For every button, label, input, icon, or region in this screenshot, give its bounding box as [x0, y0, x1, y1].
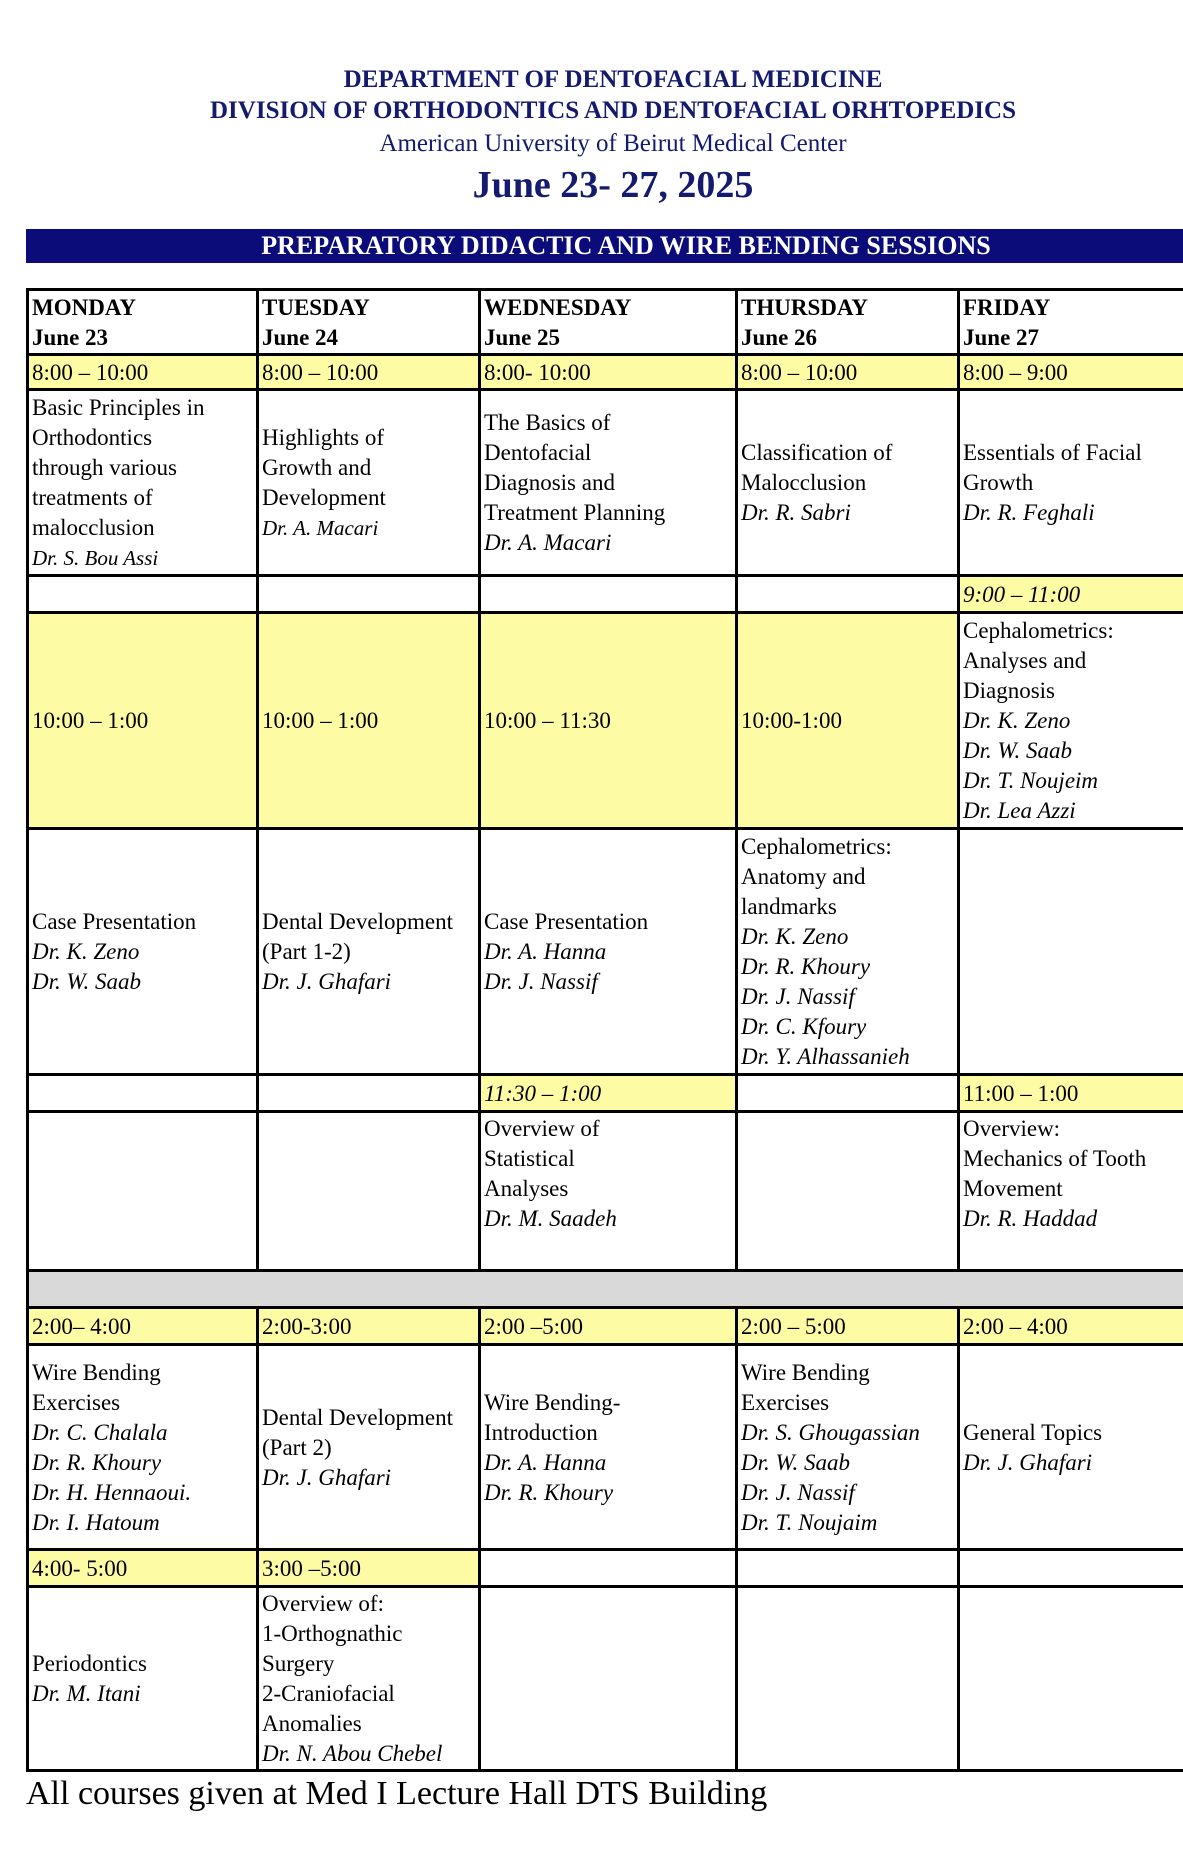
speaker: Dr. C. Kfoury — [741, 1014, 867, 1039]
day-header-tuesday: TUESDAY June 24 — [258, 290, 480, 355]
empty-cell — [480, 1587, 737, 1771]
empty-cell — [737, 1075, 959, 1112]
speaker: Dr. R. Haddad — [963, 1206, 1098, 1231]
empty-cell — [480, 576, 737, 613]
session-cell: Case Presentation Dr. K. Zeno Dr. W. Saab — [28, 829, 258, 1075]
time-slot: 8:00 – 10:00 — [258, 355, 480, 390]
speaker: Dr. J. Nassif — [741, 1479, 855, 1505]
empty-cell — [258, 1075, 480, 1112]
session-cell: Case Presentation Dr. A. Hanna Dr. J. Nassif — [480, 829, 737, 1075]
session-cell: Periodontics Dr. M. Itani — [28, 1587, 258, 1771]
day-header-wednesday: WEDNESDAY June 25 — [480, 290, 737, 355]
speaker: Dr. J. Nassif — [484, 969, 598, 994]
time-slot: 11:00 – 1:00 — [959, 1075, 1183, 1112]
empty-cell — [737, 1550, 959, 1587]
speaker: Dr. J. Ghafari — [262, 1464, 392, 1490]
time-slot: 10:00 – 1:00 — [28, 613, 258, 829]
department-title: DEPARTMENT OF DENTOFACIAL MEDICINE — [343, 66, 883, 93]
speaker: Dr. Y. Alhassanieh — [741, 1044, 910, 1069]
session-cell: Essentials of Facial Growth Dr. R. Feghali — [959, 390, 1183, 576]
speaker: Dr. A. Macari — [484, 530, 612, 555]
empty-cell — [28, 1112, 258, 1271]
empty-cell — [737, 1112, 959, 1271]
speaker: Dr. K. Zeno — [741, 924, 849, 949]
empty-cell — [258, 1112, 480, 1271]
day-header-thursday: THURSDAY June 26 — [737, 290, 959, 355]
time-slot: 8:00 – 9:00 — [959, 355, 1183, 390]
time-slot: 2:00 –5:00 — [480, 1308, 737, 1345]
day-header-friday: FRIDAY June 27 — [959, 290, 1183, 355]
footer-note: All courses given at Med I Lecture Hall DTS Building — [26, 1775, 768, 1812]
time-slot: 10:00-1:00 — [737, 613, 959, 829]
speaker: Dr. T. Noujeim — [963, 768, 1099, 793]
time-slot: 11:30 – 1:00 — [480, 1075, 737, 1112]
session-cell: Basic Principles in Orthodontics through various treatments of malocclusion Dr. S. Bou Assi — [28, 390, 258, 576]
time-slot: 2:00-3:00 — [258, 1308, 480, 1345]
day-header-monday: MONDAY June 23 — [28, 290, 258, 355]
speaker: Dr. T. Noujaim — [741, 1509, 878, 1535]
speaker: Dr. R. Khoury — [32, 1449, 162, 1475]
speaker: Dr. A. Macari — [262, 516, 379, 540]
session-cell: Wire Bending Exercises Dr. S. Ghougassian Dr. W. Saab Dr. J. Nassif Dr. T. Noujaim — [737, 1345, 959, 1550]
time-slot: 2:00– 4:00 — [28, 1308, 258, 1345]
time-slot: 10:00 – 11:30 — [480, 613, 737, 829]
speaker: Dr. R. Sabri — [741, 500, 851, 525]
speaker: Dr. R. Feghali — [963, 500, 1095, 525]
speaker: Dr. M. Saadeh — [484, 1206, 617, 1231]
empty-cell — [737, 576, 959, 613]
session-cell: Overview of Statistical Analyses Dr. M. Saadeh — [480, 1112, 737, 1271]
empty-cell — [959, 829, 1183, 1075]
session-cell: Wire Bending Exercises Dr. C. Chalala Dr. R. Khoury Dr. H. Hennaoui. Dr. I. Hatoum — [28, 1345, 258, 1550]
division-title: DIVISION OF ORTHODONTICS AND DENTOFACIAL ORHTOPEDICS — [210, 97, 1016, 124]
institution-name: American University of Beirut Medical Center — [379, 130, 847, 157]
empty-cell — [28, 1075, 258, 1112]
lunch-break-row — [28, 1271, 1183, 1308]
empty-cell — [959, 1587, 1183, 1771]
speaker: Dr. M. Itani — [32, 1681, 141, 1706]
speaker: Dr. A. Hanna — [484, 939, 607, 964]
banner-text: PREPARATORY DIDACTIC AND WIRE BENDING SESSIONS — [261, 231, 991, 260]
session-cell: Dental Development (Part 2) Dr. J. Ghafari — [258, 1345, 480, 1550]
speaker: Dr. W. Saab — [963, 738, 1073, 763]
empty-cell — [480, 1550, 737, 1587]
section-banner — [26, 229, 1183, 263]
speaker: Dr. R. Khoury — [741, 954, 871, 979]
session-cell: Overview: Mechanics of Tooth Movement Dr. R. Haddad — [959, 1112, 1183, 1271]
speaker: Dr. J. Ghafari — [963, 1449, 1093, 1475]
speaker: Dr. C. Chalala — [32, 1419, 168, 1445]
session-cell: Wire Bending- Introduction Dr. A. Hanna Dr. R. Khoury — [480, 1345, 737, 1550]
empty-cell — [258, 576, 480, 613]
session-cell: The Basics of Dentofacial Diagnosis and Treatment Planning Dr. A. Macari — [480, 390, 737, 576]
time-slot: 8:00- 10:00 — [480, 355, 737, 390]
session-cell: Overview of: 1-Orthognathic Surgery 2-Craniofacial Anomalies Dr. N. Abou Chebel — [258, 1587, 480, 1771]
session-cell: Cephalometrics: Analyses and Diagnosis Dr. K. Zeno Dr. W. Saab Dr. T. Noujeim Dr. Lea Azzi — [959, 613, 1183, 829]
speaker: Dr. H. Hennaoui. — [32, 1479, 192, 1505]
speaker: Dr. R. Khoury — [484, 1479, 614, 1505]
speaker: Dr. J. Nassif — [741, 984, 855, 1009]
speaker: Dr. W. Saab — [32, 969, 142, 994]
date-range: June 23- 27, 2025 — [472, 164, 754, 206]
time-slot: 3:00 –5:00 — [258, 1550, 480, 1587]
speaker: Dr. K. Zeno — [32, 939, 140, 964]
empty-cell — [737, 1587, 959, 1771]
time-slot: 2:00 – 5:00 — [737, 1308, 959, 1345]
speaker: Dr. S. Ghougassian — [741, 1419, 920, 1445]
session-cell: Highlights of Growth and Development Dr. A. Macari — [258, 390, 480, 576]
session-cell: Classification of Malocclusion Dr. R. Sabri — [737, 390, 959, 576]
time-slot: 10:00 – 1:00 — [258, 613, 480, 829]
speaker: Dr. W. Saab — [741, 1449, 851, 1475]
empty-cell — [959, 1550, 1183, 1587]
speaker: Dr. Lea Azzi — [963, 798, 1076, 823]
time-slot: 8:00 – 10:00 — [737, 355, 959, 390]
speaker: Dr. J. Ghafari — [262, 969, 392, 994]
speaker: Dr. A. Hanna — [484, 1449, 607, 1475]
session-cell: General Topics Dr. J. Ghafari — [959, 1345, 1183, 1550]
time-slot: 4:00- 5:00 — [28, 1550, 258, 1587]
speaker: Dr. N. Abou Chebel — [262, 1741, 443, 1766]
speaker: Dr. I. Hatoum — [32, 1509, 160, 1535]
session-cell: Dental Development (Part 1-2) Dr. J. Ghafari — [258, 829, 480, 1075]
empty-cell — [28, 576, 258, 613]
speaker: Dr. K. Zeno — [963, 708, 1071, 733]
speaker: Dr. S. Bou Assi — [32, 546, 159, 570]
session-cell: Cephalometrics: Anatomy and landmarks Dr. K. Zeno Dr. R. Khoury Dr. J. Nassif Dr. C. Kfoury Dr. Y. Alhassanieh — [737, 829, 959, 1075]
time-slot: 8:00 – 10:00 — [28, 355, 258, 390]
schedule-table — [26, 288, 1183, 1772]
time-slot: 2:00 – 4:00 — [959, 1308, 1183, 1345]
time-slot: 9:00 – 11:00 — [959, 576, 1183, 613]
